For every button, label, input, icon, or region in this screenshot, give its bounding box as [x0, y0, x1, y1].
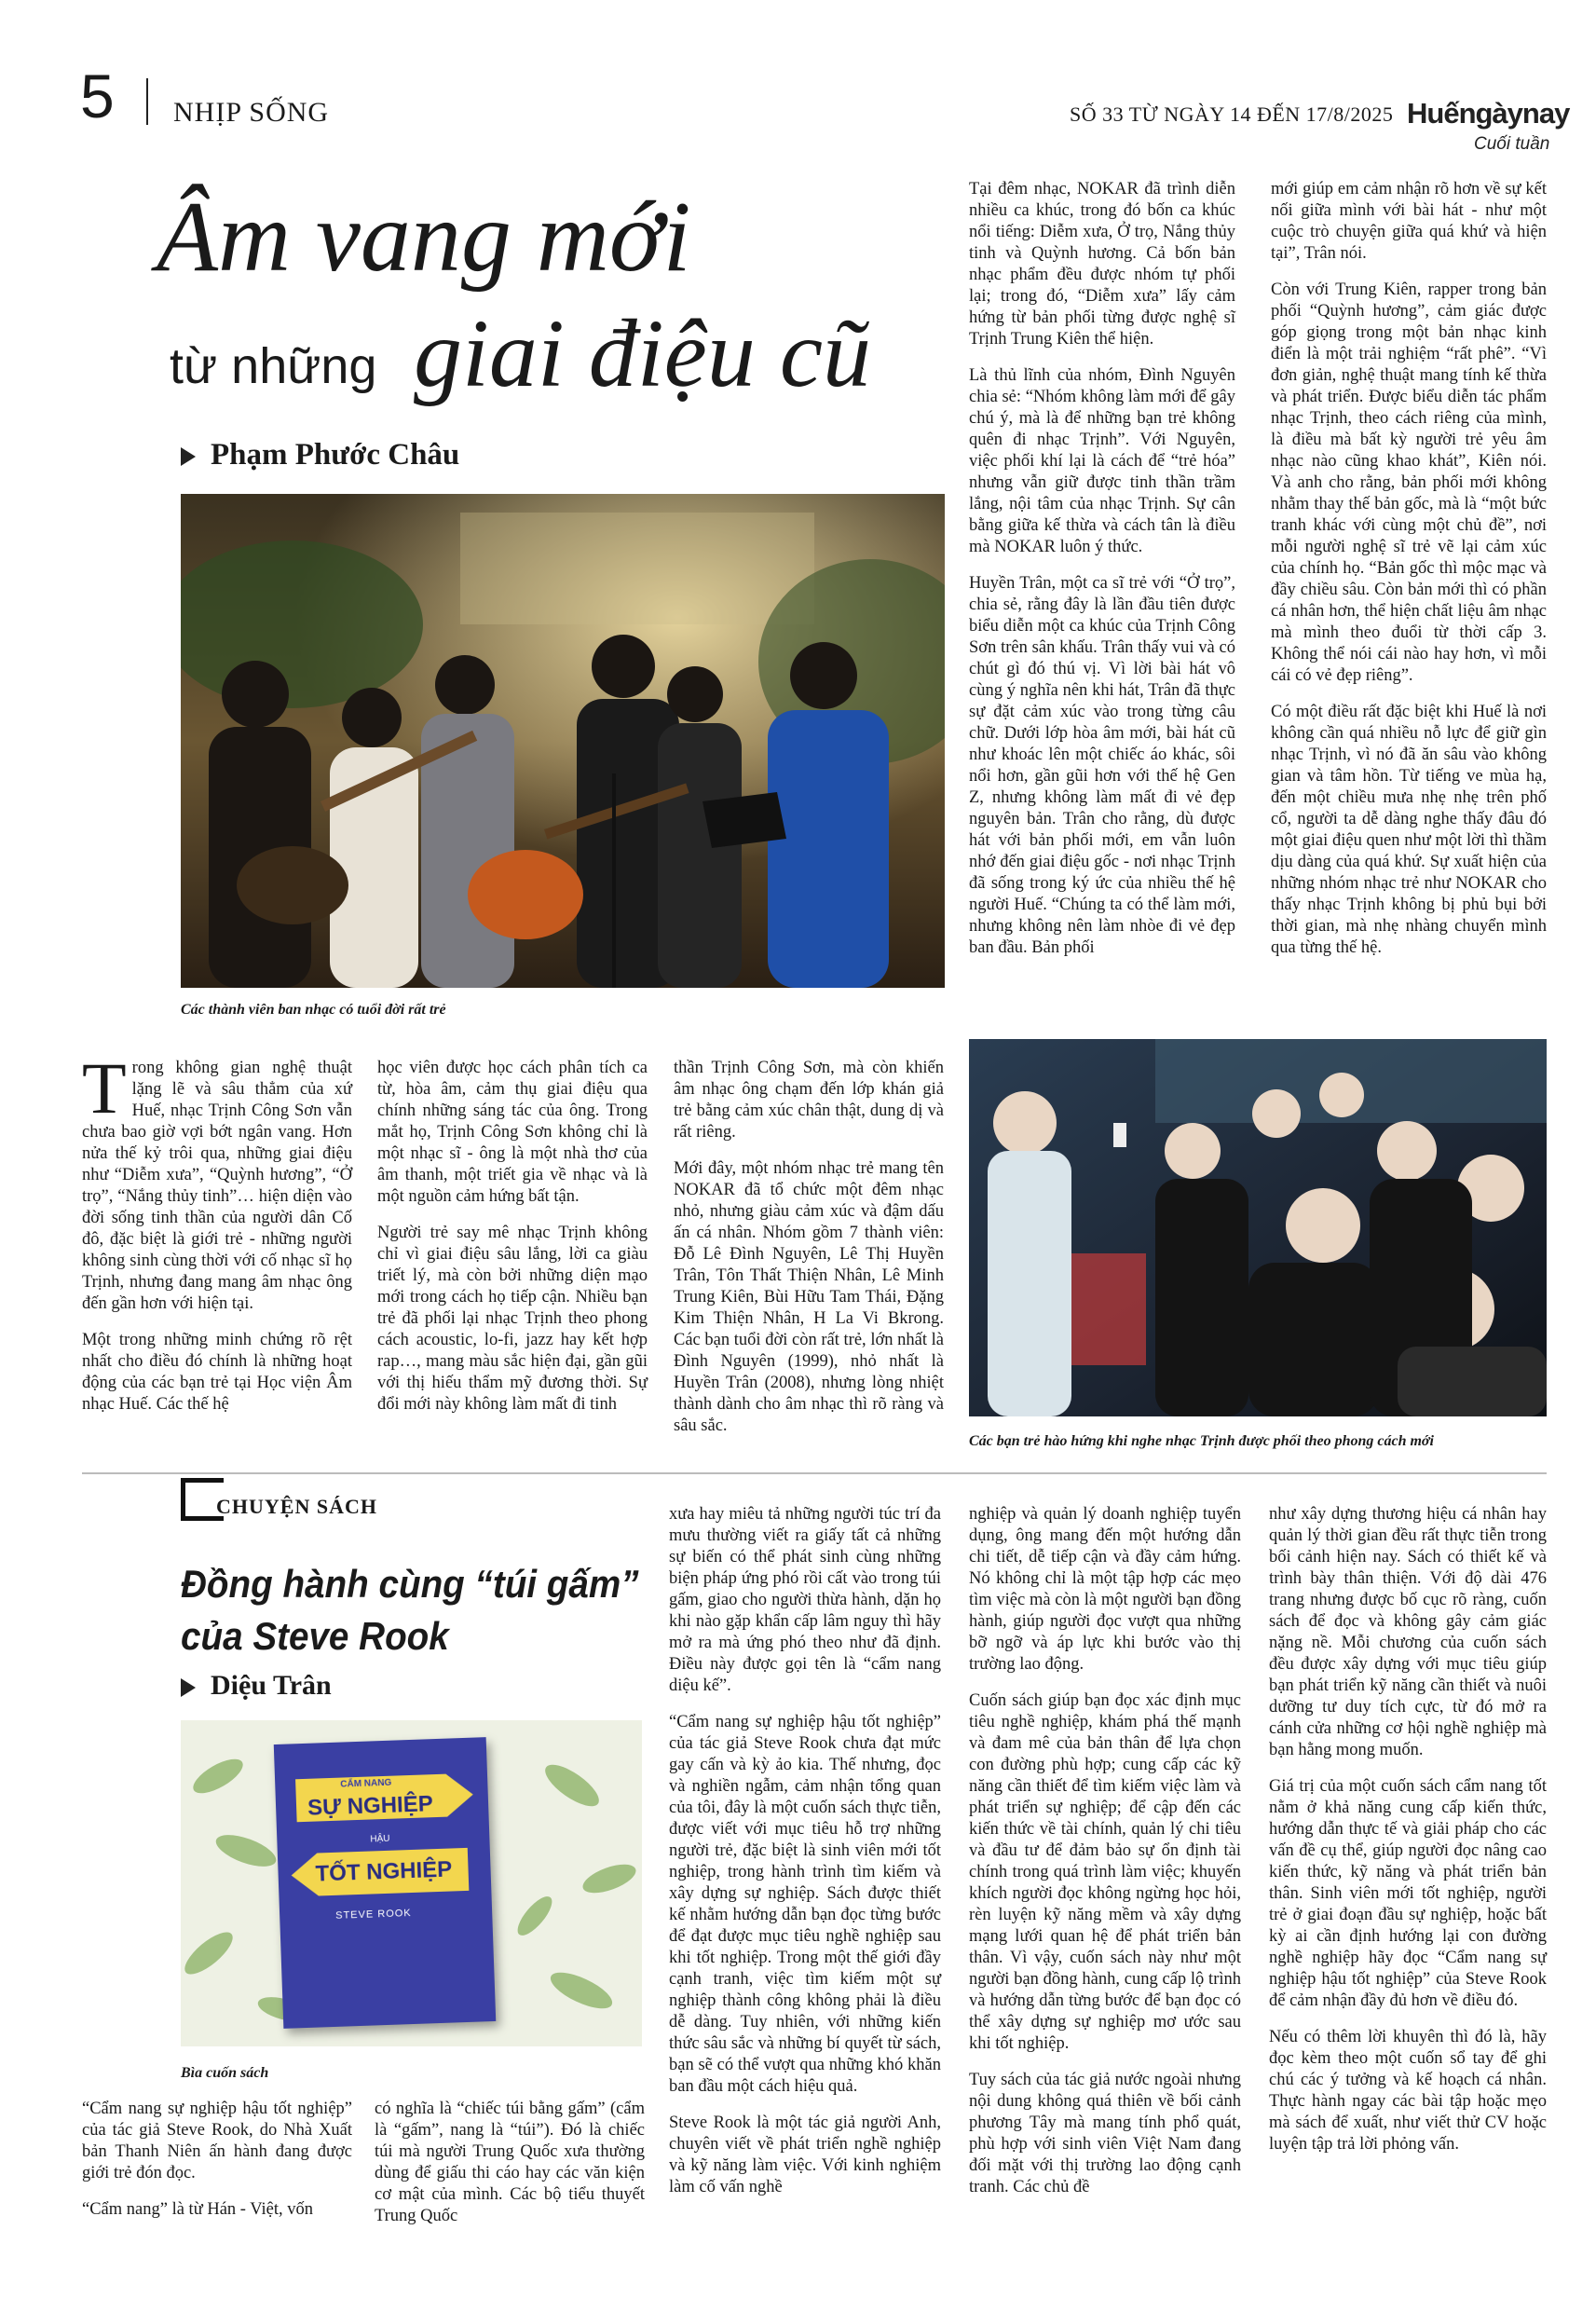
- section-name: NHỊP SỐNG: [173, 97, 330, 128]
- paragraph: Cuốn sách giúp bạn đọc xác định mục tiêu nghề nghiệp, khám phá thế mạnh và đam mê của bản thân để lựa chọn con đường phù hợp; cung cấp các kỹ năng cần thiết để tìm kiếm việc làm và phát triển sự nghiệp; để cập đến các kiến thức về tài chính, quản lý chi tiêu và đầu tư để đảm bảo sự ổn định tài chính trong quá trình làm việc; khuyến khích người đọc không ngừng học hỏi, rèn luyện kỹ năng mềm và xây dựng mạng lưới quan hệ để phát triển bản thân. Vì vậy, cuốn sách này như một người bạn đồng hành, cung cấp lộ trình và hướng dẫn từng bước để bạn đọc có thể xây dựng sự nghiệp mơ ước sau khi tốt nghiệp.: [969, 1691, 1241, 2053]
- article2-byline: [181, 1670, 332, 1702]
- paragraph: có nghĩa là “chiếc túi bằng gấm” (cẩm là “gấm”, nang là “túi”). Đó là chiếc túi mà người Trung Quốc xưa thường dùng để giấu thi cáo hay các văn kiện cơ mật của mình. Các bộ tiểu thuyết Trung Quốc: [375, 2100, 645, 2225]
- paragraph: Người trẻ say mê nhạc Trịnh không chỉ vì giai điệu sâu lắng, lời ca giàu triết lý, mà còn bởi những diện mạo mới trong cách họ tiếp cận. Nhiều bạn trẻ đã phối lại nhạc Trịnh theo phong cách acoustic, lo-fi, jazz hay kết hợp rap…, mang màu sắc hiện đại, gần gũi với thị hiếu thẩm mỹ đương thời. Sự đổi mới này không làm mất đi tinh: [377, 1224, 648, 1414]
- book-cover-photo: [181, 1720, 642, 2046]
- paragraph: Tuy sách của tác giả nước ngoài nhưng nội dung không quá thiên về bối cảnh phương Tây mà mang tính phổ quát, phù hợp với sinh viên Việt Nam đang đối mặt với thị trường lao động cạnh tranh. Các chủ đề: [969, 2071, 1241, 2196]
- page-header: [0, 0, 1596, 158]
- photo1-caption: Các thành viên ban nhạc có tuổi đời rất trẻ: [181, 1002, 446, 1018]
- cover-title-2: HẬU: [370, 1833, 390, 1845]
- audience-photo: [969, 1039, 1547, 1416]
- book-title-line2: của Steve Rook: [181, 1614, 449, 1658]
- cover-small-label: CẨM NANG: [340, 1777, 392, 1790]
- article-title-line1: Âm vang mới: [157, 182, 691, 293]
- article1-column-d: [969, 179, 1235, 974]
- paragraph: “Cẩm nang sự nghiệp hậu tốt nghiệp” của tác giả Steve Rook, do Nhà Xuất bản Thanh Niên ấn hành đang được giới trẻ đón đọc.: [82, 2100, 352, 2182]
- paragraph: Giá trị của một cuốn sách cẩm nang tốt nằm ở khả năng cung cấp kiến thức, hướng dẫn thực tế và giải pháp cho các vấn đề cụ thể, giúp người đọc nâng cao kiến thức, kỹ năng và phát triển bản thân. Sinh viên mới tốt nghiệp, người trẻ ở giai đoạn đầu sự nghiệp, hoặc bất kỳ ai cần định hướng lại con đường nghề nghiệp hãy đọc “Cẩm nang sự nghiệp hậu tốt nghiệp” của Steve Rook để cảm nhận đầy đủ hơn về điều đó.: [1269, 1777, 1547, 2010]
- article1-column-c: [674, 1058, 944, 1452]
- section-divider: [82, 1472, 1547, 1474]
- paragraph: Còn với Trung Kiên, rapper trong bản phối “Quỳnh hương”, cảm giác được góp giọng trong một bản nhạc kinh điển là một trải nghiệm “rất phê”. “Vì đơn giản, nghệ thuật mang tính kế thừa và phát triển. Được biểu diễn tác phẩm nhạc Trịnh, theo cách riêng của mình, là điều mà bất kỳ người trẻ yêu âm nhạc nào cũng khao khát”, Kiên nói. Và anh cho rằng, bản phối mới không nhằm thay thế bản gốc, mà là “một bức tranh khác với cùng một chủ đề”, nơi mỗi người nghệ sĩ trẻ vẽ lại cảm xúc của chính họ. “Bản gốc thì mộc mạc và đầy chiều sâu. Còn bản mới thì có phần cá nhân hơn, thể hiện chất liệu âm nhạc mà mình theo đuổi từ thời cấp 3. Không thể nói cái nào hay hơn, vì mỗi cái có vẻ đẹp riêng”.: [1271, 280, 1547, 685]
- article2-column-d: [969, 1504, 1241, 2213]
- kicker-label: CHUYỆN SÁCH: [216, 1495, 377, 1518]
- article-title-line2: giai điệu cũ: [414, 300, 872, 407]
- paragraph: nghiệp và quản lý doanh nghiệp tuyển dụng, ông mang đến một hướng dẫn chi tiết, dễ tiếp cận và đầy cảm hứng. Nó không chỉ là một tập hợp các mẹo tìm việc mà còn là một người bạn đồng hành, giúp người đọc vượt qua những bỡ ngỡ và áp lực khi bước vào thị trường lao động.: [969, 1505, 1241, 1674]
- article1-column-b: [377, 1058, 648, 1430]
- audience-photo-image: [969, 1039, 1547, 1416]
- paragraph: thần Trịnh Công Sơn, mà còn khiến âm nhạc ông chạm đến lớp khán giả trẻ bằng cảm xúc chân thật, dung dị và rất riêng.: [674, 1059, 944, 1142]
- article2-column-c: [669, 1504, 941, 2213]
- paragraph: “Cẩm nang” là từ Hán - Việt, vốn: [82, 2200, 313, 2219]
- paragraph: Tại đêm nhạc, NOKAR đã trình diễn nhiều ca khúc, trong đó bốn ca khúc nổi tiếng: Diễm xưa, Ở trọ, Nắng thủy tinh và Quỳnh hương. Cả bốn bản nhạc phẩm đều được nhóm tự phối lại; trong đó, “Diễm xưa” lấy cảm hứng từ bản phối từng được nghệ sĩ Trịnh Trung Kiên thể hiện.: [969, 180, 1235, 349]
- paragraph: Có một điều rất đặc biệt khi Huế là nơi không cần quá nhiều nỗ lực để giữ gìn nhạc Trịnh, vì nó đã ăn sâu vào không gian và tâm hồn. Từ tiếng ve mùa hạ, đến một chiều mưa nhẹ nhẹ trên phố cổ, người ta dễ dàng nghe thấy đâu đó một giai điệu quen như một lời thì thầm dịu dàng của quá khứ. Sự xuất hiện của những nhóm nhạc trẻ như NOKAR cho thấy nhạc Trịnh không bị phủ bụi bởi thời gian, mà nhẹ nhàng chuyển mình qua từng thế hệ.: [1271, 703, 1547, 957]
- author-name: Diệu Trân: [211, 1670, 332, 1701]
- header-divider: [146, 78, 148, 125]
- book-title-line1: Đồng hành cùng “túi gấm”: [181, 1562, 639, 1606]
- article2-column-b: [375, 2099, 645, 2242]
- paragraph: Là thủ lĩnh của nhóm, Đình Nguyên chia sẻ: “Nhóm không làm mới để gây chú ý, mà là để những bạn trẻ không quên đi nhạc Trịnh”. Với Nguyên, việc phối khí lại là cách để “trẻ hóa” nhưng vẫn giữ được tinh thần trầm lắng, nội tâm của nhạc Trịnh. Sự cân bằng giữa kế thừa và cách tân là điều mà NOKAR luôn ý thức.: [969, 366, 1235, 556]
- paragraph: “Cẩm nang sự nghiệp hậu tốt nghiệp” của tác giả Steve Rook chưa đạt mức gay cấn và kỳ ảo kia. Thế nhưng, đọc và nghiền ngẫm, cảm nhận tổng quan của tôi, đây là một cuốn sách thực tiễn, được viết với mục tiêu hỗ trợ những người trẻ, đặc biệt là sinh viên mới tốt nghiệp, trong hành trình tìm kiếm và xây dựng sự nghiệp. Sách được thiết kế nhằm hướng dẫn bạn đọc từng bước để đạt được mục tiêu nghề nghiệp sau khi tốt nghiệp. Trong một thế giới đầy cạnh tranh, việc tìm kiếm một sự nghiệp thành công không phải là điều dễ dàng. Tuy nhiên, với những kiến thức sâu sắc và những bí quyết từ sách, bạn sẽ có thể vượt qua những khó khăn ban đầu một cách hiệu quả.: [669, 1713, 941, 2096]
- band-photo: [181, 494, 945, 988]
- paragraph: như xây dựng thương hiệu cá nhân hay quản lý thời gian đều rất thực tiễn trong bối cảnh hiện nay. Sách có thiết kế và trình bày thân thiện. Với độ dài 476 trang nhưng được bố cục rõ ràng, cuốn sách để đọc và không gây cảm giác nặng nề. Mỗi chương của cuốn sách đều được xây dựng với mục tiêu giúp bạn phát triển kỹ năng cần thiết và nuôi dưỡng tư duy tích cực, từ đó mở ra cánh cửa những cơ hội nghề nghiệp mà bạn hằng mong muốn.: [1269, 1505, 1547, 1759]
- triangle-icon: [181, 447, 196, 466]
- paragraph: [82, 1047, 352, 1315]
- brand-sub: Cuối tuần: [1474, 134, 1550, 154]
- drop-cap: T: [82, 1047, 127, 1129]
- cover-title-3: TỐT NGHIỆP: [315, 1856, 453, 1887]
- paragraph: Một trong những minh chứng rõ rệt nhất cho điều đó chính là những hoạt động của các bạn trẻ tại Học viện Âm nhạc Huế. Các thế hệ: [82, 1331, 352, 1414]
- brand-logo: Huếngàynay: [1407, 97, 1570, 130]
- article-byline: [181, 438, 459, 472]
- book-caption: Bìa cuốn sách: [181, 2065, 269, 2081]
- paragraph: Steve Rook là một tác giả người Anh, chuyên viết về phát triển nghề nghiệp và kỹ năng làm việc. Với kinh nghiệm làm cố vấn nghề: [669, 2114, 941, 2196]
- page-number: 5: [80, 62, 115, 130]
- article2-column-a: [82, 2099, 352, 2236]
- article1-column-a: [82, 1047, 352, 1430]
- article-title-small: từ những: [170, 338, 377, 394]
- paragraph: Mới đây, một nhóm nhạc trẻ mang tên NOKAR đã tổ chức một đêm nhạc nhỏ, nhưng giàu cảm xúc và đậm dấu ấn cá nhân. Nhóm gồm 7 thành viên: Đỗ Lê Đình Nguyên, Lê Thị Huyền Trân, Tôn Thất Thiện Nhân, Lê Minh Trung Kiên, Bùi Hữu Tam Thái, Đặng Kim Thiện Nhân, H La Vi Bkrong. Các bạn tuổi đời còn rất trẻ, lớn nhất là Đình Nguyên (1999), nhỏ nhất là Huyền Trân (2008), nhưng lòng nhiệt thành dành cho âm nhạc thì rõ ràng và sâu sắc.: [674, 1159, 944, 1435]
- book-cover: [274, 1737, 497, 2029]
- paragraph-text: rong không gian nghệ thuật lặng lẽ và sâu thẳm của xứ Huế, nhạc Trịnh Công Sơn vẫn chưa bao giờ vợi bớt ngân vang. Hơn nửa thế kỷ trôi qua, những giai điệu như “Diễm xưa”, “Quỳnh hương”, “Ở trọ”, “Nắng thủy tinh”… hiện diện vào đời sống tinh thần của người dân Cố đô, đặc biệt là giới trẻ - những người không sinh cùng thời với cố nhạc sĩ họ Trịnh, nhưng đang mang âm nhạc ông đến gần hơn với hiện tại.: [82, 1059, 352, 1313]
- band-photo-image: [181, 494, 945, 988]
- paragraph: mới giúp em cảm nhận rõ hơn về sự kết nối giữa mình với bài hát - như một cuộc trò chuyện giữa quá khứ và hiện tại”, Trân nói.: [1271, 180, 1547, 263]
- issue-info: SỐ 33 TỪ NGÀY 14 ĐẾN 17/8/2025: [1070, 103, 1394, 126]
- paragraph: xưa hay miêu tả những người túc trí đa mưu thường viết ra giấy tất cả những sự biến có thể phát sinh cùng những biện pháp ứng phó rồi cất vào trong túi gấm, giao cho người thừa hành, dặn họ khi nào gặp khẩn cấp lâm nguy thì hãy mở ra mà ứng phó theo như đã định. Điều này được gọi tên là “cẩm nang diệu kế”.: [669, 1505, 941, 1695]
- triangle-icon: [181, 1678, 196, 1697]
- cover-title-1: SỰ NGHIỆP: [307, 1791, 434, 1821]
- author-name: Phạm Phước Châu: [211, 438, 460, 472]
- paragraph: Nếu có thêm lời khuyên thì đó là, hãy đọc kèm theo một cuốn sổ tay để ghi chú các ý tưởng và kế hoạch cá nhân. Thực hành ngay các bài tập hoặc mẹo mà sách để xuất, như viết thử CV hoặc luyện tập trả lời phỏng vấn.: [1269, 2028, 1547, 2154]
- paragraph: học viên được học cách phân tích ca từ, hòa âm, cảm thụ giai điệu qua chính những sáng tác của ông. Trong mắt họ, Trịnh Công Sơn không chỉ là một nhạc sĩ - ông là một nhà thơ của âm thanh, một triết gia về nhạc và là một nguồn cảm hứng bất tận.: [377, 1059, 648, 1206]
- article1-column-e: [1271, 179, 1547, 974]
- cover-author: STEVE ROOK: [334, 1908, 412, 1922]
- photo2-caption: Các bạn trẻ hào hứng khi nghe nhạc Trịnh được phối theo phong cách mới: [969, 1433, 1434, 1449]
- article2-column-e: [1269, 1504, 1547, 2170]
- paragraph: Huyền Trân, một ca sĩ trẻ với “Ở trọ”, chia sẻ, rằng đây là lần đầu tiên được biểu diễn một ca khúc của Trịnh Công Sơn trên sân khấu. Trân thấy vui và có chút gì đó thú vị. Vì lời bài hát vô cùng ý nghĩa nên khi hát, Trân đã thực sự đặt cảm xúc vào trong từng câu chữ. Dưới lớp hòa âm mới, bài hát cũ như khoác lên một chiếc áo khác, sôi nổi hơn, gần gũi hơn với thế hệ Gen Z, nhưng không làm mất đi vẻ đẹp nguyên bản. Trân cho rằng, dù được hát với bản phối mới, em vẫn luôn nhớ đến giai điệu gốc - nơi nhạc Trịnh đã sống trong ký ức của nhiều thế hệ người Huế. “Chúng ta có thể làm mới, nhưng không nên làm nhòe đi vẻ đẹp ban đầu. Bản phối: [969, 574, 1235, 957]
